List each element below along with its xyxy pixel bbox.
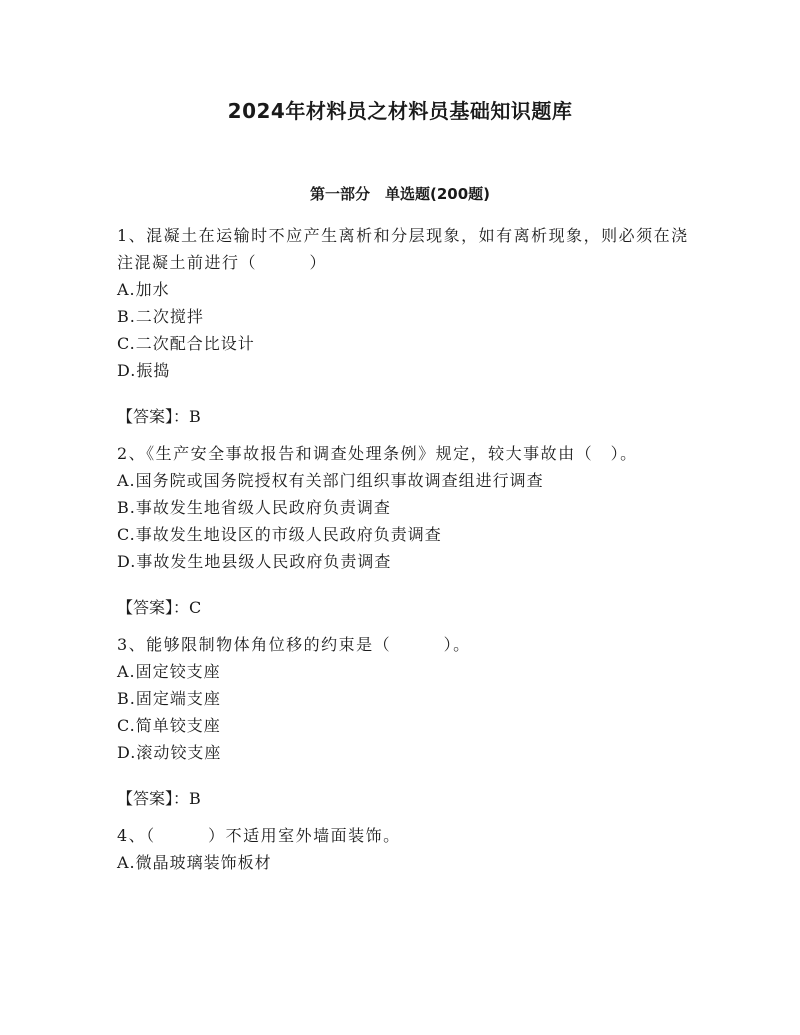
answer-label: 【答案】： (117, 789, 190, 808)
question-stem: 1、混凝土在运输时不应产生离析和分层现象，如有离析现象，则必须在浇注混凝土前进行（ ） (117, 226, 689, 272)
answer-value: C (189, 598, 202, 617)
question-stem: 2、《生产安全事故报告和调查处理条例》规定，较大事故由（ ）。 (117, 444, 638, 463)
answer-line (117, 594, 692, 621)
question-option: D.振捣 (117, 361, 171, 380)
question-option: B.事故发生地省级人民政府负责调查 (117, 498, 391, 517)
question-3 (117, 631, 692, 812)
question-option: C.二次配合比设计 (117, 334, 255, 353)
question-option: D.滚动铰支座 (117, 743, 222, 762)
question-option: B.二次搅拌 (117, 307, 204, 326)
answer-value: B (189, 407, 201, 426)
answer-label: 【答案】： (117, 598, 190, 617)
question-2 (117, 440, 692, 621)
section-title: 第一部分 单选题(200题) (309, 185, 491, 203)
question-list (117, 222, 692, 876)
question-option: C.简单铰支座 (117, 716, 221, 735)
answer-line (117, 403, 692, 430)
question-4 (117, 822, 692, 876)
question-option: B.固定端支座 (117, 689, 221, 708)
question-option: A.加水 (117, 280, 170, 299)
question-option: A.固定铰支座 (117, 662, 221, 681)
question-stem: 3、能够限制物体角位移的约束是（ ）。 (117, 635, 471, 654)
question-option: C.事故发生地设区的市级人民政府负责调查 (117, 525, 442, 544)
answer-label: 【答案】： (117, 407, 190, 426)
question-stem: 4、（ ）不适用室外墙面装饰。 (117, 826, 401, 845)
question-option: D.事故发生地县级人民政府负责调查 (117, 552, 392, 571)
question-option: A.微晶玻璃装饰板材 (117, 853, 272, 872)
answer-line (117, 785, 692, 812)
answer-value: B (189, 789, 201, 808)
question-1 (117, 222, 692, 430)
question-option: A.国务院或国务院授权有关部门组织事故调查组进行调查 (117, 471, 544, 490)
document-title: 2024年材料员之材料员基础知识题库 (227, 99, 573, 123)
